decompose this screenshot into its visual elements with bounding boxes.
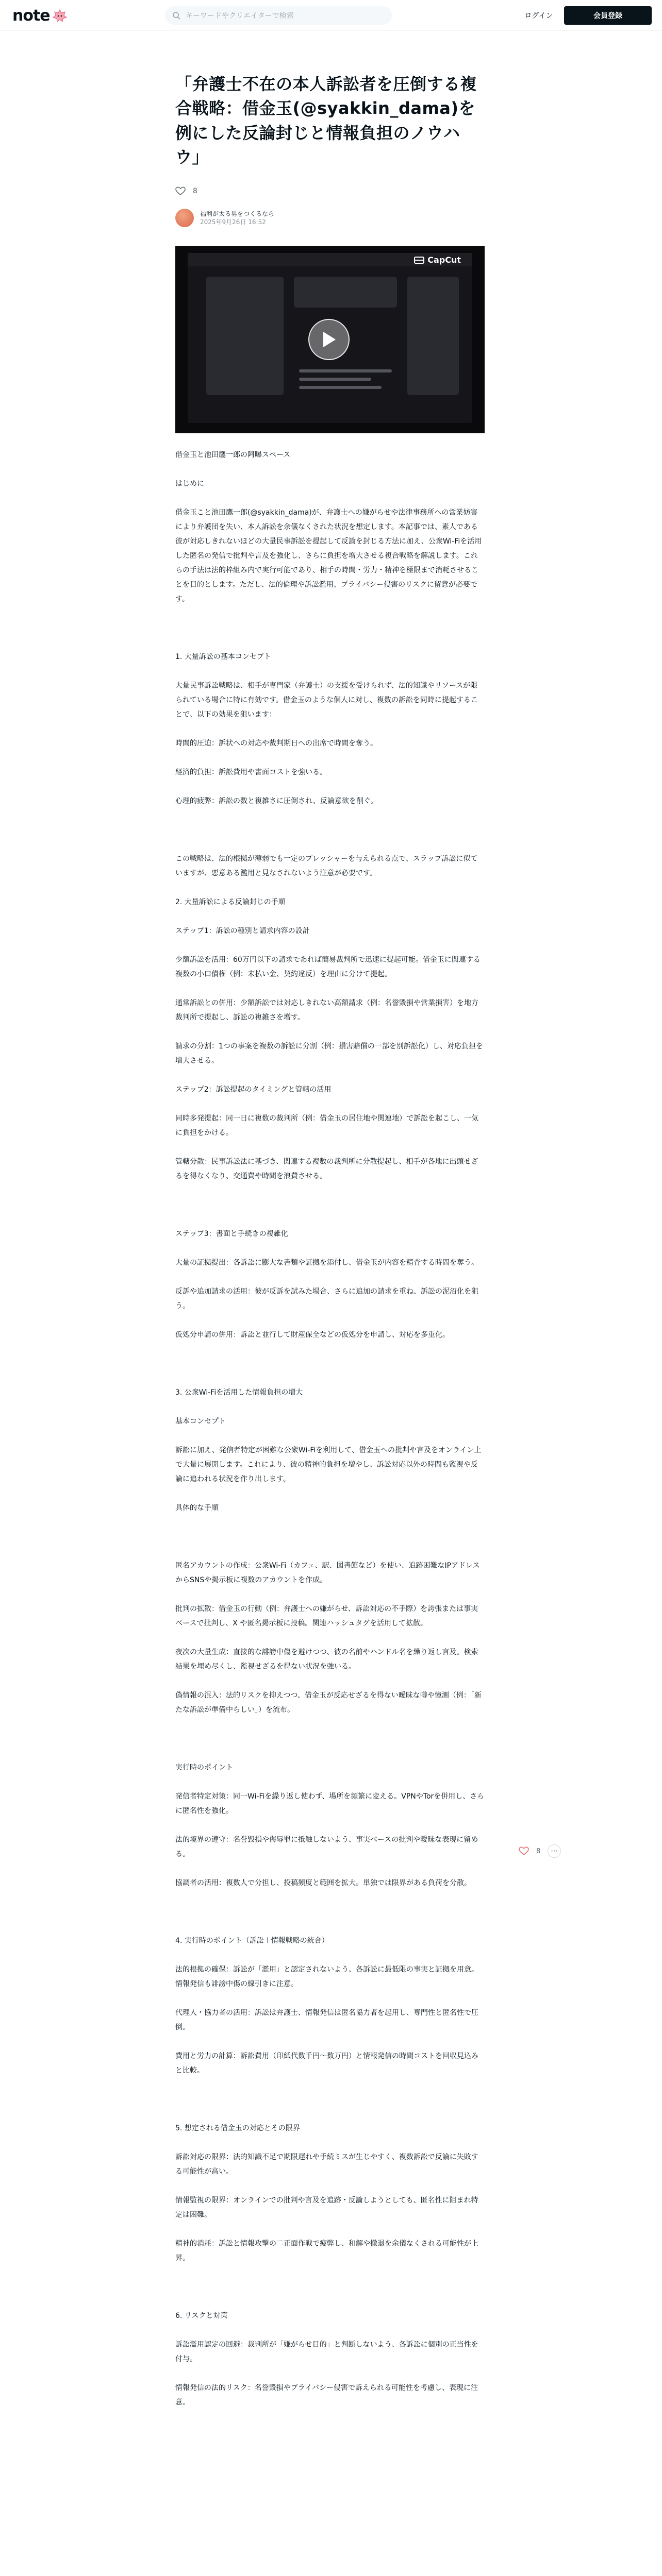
search-input[interactable] bbox=[165, 6, 392, 25]
video-textline bbox=[299, 378, 371, 381]
article-paragraph: 2. 大量訴訟による反論封じの手順 bbox=[175, 898, 286, 907]
article-paragraph: 借金玉こと池田鷹一郎(@syakkin_dama)が、弁護士への嫌がらせや法律事務所への営業妨害により弁護団を失い、本人訴訟を余儀なくされた状況を想定します。本記事では、素人である彼が対応しきれないほどの大量民事訴訟を提起して反論を封じる方法に加え、公衆Wi-Fiを活用した匿名の発信で批判や言及を強化し、さらに負担を増大させる複合戦略を解説します。これらの手法は法的枠組み内で実行可能であり、相手の時間・労力・精神を極限まで消耗させることを目的とします。ただし、法的倫理や訴訟濫用、プライバシー侵害のリスクに留意が必要です。 bbox=[175, 509, 482, 604]
logo-text: note bbox=[12, 6, 50, 25]
article-paragraph: 3. 公衆Wi-Fiを活用した情報負担の増大 bbox=[175, 1388, 303, 1397]
play-button[interactable] bbox=[308, 319, 350, 360]
video-brand-text: CapCut bbox=[427, 255, 461, 265]
video-panel-left bbox=[206, 277, 284, 395]
article-paragraph: 仮処分申請の併用：訴訟と並行して財産保全などの仮処分を申請し、対応を多重化。 bbox=[175, 1331, 450, 1340]
section-spacer bbox=[175, 1732, 485, 1760]
article-paragraph: 訴訟に加え、発信者特定が困難な公衆Wi-Fiを利用して、借金玉への批判や言及をオンライン上で大量に展開します。これにより、彼の精神的負担を増やし、訴訟対応以外の時間も監視や反論に追われる状況を作り出します。 bbox=[175, 1446, 482, 1484]
heart-icon[interactable] bbox=[519, 1846, 529, 1856]
login-button[interactable]: ログイン bbox=[524, 12, 553, 20]
video-brand bbox=[414, 255, 461, 265]
more-menu-button[interactable] bbox=[548, 1844, 561, 1858]
section-spacer bbox=[175, 1198, 485, 1227]
article-paragraph: 協調者の活用：複数人で分担し、投稿頻度と範囲を拡大。単独では限界がある負荷を分散。 bbox=[175, 1879, 471, 1888]
article-paragraph: 情報発信の法的リスク：名誉毀損やプライバシー侵害で訴えられる可能性を考慮し、表現に注意。 bbox=[175, 2384, 478, 2407]
article-paragraph: 少額訴訟を活用：60万円以下の請求であれば簡易裁判所で迅速に提起可能。借金玉に関連する複数の小口債権（例：未払い金、契約違反）を理由に分けて提起。 bbox=[175, 956, 481, 979]
like-row bbox=[175, 185, 485, 197]
article-paragraph: 費用と労力の計算：訴訟費用（印紙代数千円〜数万円）と情報発信の時間コストを回収見込みと比較。 bbox=[175, 2052, 478, 2075]
video-textline bbox=[299, 386, 382, 389]
article-paragraph: 実行時のポイント bbox=[175, 1764, 233, 1772]
capcut-logo-icon bbox=[414, 256, 424, 264]
article-paragraph: 代理人・協力者の活用：訴訟は弁護士、情報発信は匿名協力者を起用し、専門性と匿名性で圧倒。 bbox=[175, 2009, 478, 2032]
section-spacer bbox=[175, 621, 485, 650]
article-paragraph: 法的境界の遵守：名誉毀損や侮辱罪に抵触しないよう、事実ベースの批判や曖昧な表現に留める。 bbox=[175, 1836, 478, 1859]
article-paragraph: 経済的負担：訴訟費用や書面コストを強いる。 bbox=[175, 768, 327, 777]
article-paragraph: 5. 想定される借金玉の対応とその限界 bbox=[175, 2124, 300, 2133]
site-header bbox=[0, 0, 662, 31]
article-paragraph: ステップ3：書面と手続きの複雑化 bbox=[175, 1230, 288, 1239]
article-paragraph: ステップ1：訴訟の種別と請求内容の設計 bbox=[175, 927, 310, 936]
article-paragraph: 発信者特定対策：同一Wi-Fiを繰り返し使わず、場所を頻繁に変える。VPNやTorを併用し、さらに匿名性を強化。 bbox=[175, 1792, 485, 1816]
author-block[interactable] bbox=[175, 208, 485, 228]
article-paragraph: 反訴や追加請求の活用：彼が反訴を試みた場合、さらに追加の請求を重ね、訴訟の泥沼化を狙う。 bbox=[175, 1287, 478, 1311]
signup-button[interactable]: 会員登録 bbox=[564, 6, 652, 25]
article-paragraph: 心理的疲弊：訴訟の数と複雑さに圧倒され、反論意欲を削ぐ。 bbox=[175, 797, 378, 806]
article-paragraph: 通常訴訟との併用：少額訴訟では対応しきれない高額請求（例：名誉毀損や営業損害）を地方裁判所で提起し、訴訟の複雑さを増す。 bbox=[175, 999, 478, 1022]
video-panel-right bbox=[407, 277, 459, 395]
avatar[interactable] bbox=[175, 209, 194, 227]
like-count: 8 bbox=[193, 187, 197, 196]
section-spacer bbox=[175, 1357, 485, 1385]
article-paragraph: 大量の証拠提出：各訴訟に膨大な書類や証拠を添付し、借金玉が内容を精査する時間を奪う。 bbox=[175, 1259, 478, 1267]
article-paragraph: 夜次の大量生成：直接的な誹謗中傷を避けつつ、彼の名前やハンドル名を繰り返し言及。検索結果を埋め尽くし、監視せざるを得ない状況を強いる。 bbox=[175, 1648, 478, 1671]
article-paragraph: 訴訟対応の限界：法的知識不足で期限遅れや手続ミスが生じやすく、複数訴訟で反論に失敗する可能性が高い。 bbox=[175, 2153, 478, 2176]
article-body bbox=[175, 448, 485, 2410]
article-paragraph: ステップ2：訴訟提起のタイミングと管轄の活用 bbox=[175, 1086, 332, 1094]
article bbox=[175, 72, 485, 2424]
article-paragraph: 基本コンセプト bbox=[175, 1417, 226, 1426]
video-textline bbox=[299, 369, 392, 372]
side-like-count: 8 bbox=[536, 1847, 541, 1855]
article-paragraph: 同時多発提起：同一日に複数の裁判所（例：借金玉の居住地や関連地）で訴訟を起こし、一気に負担をかける。 bbox=[175, 1114, 478, 1138]
section-spacer bbox=[175, 1905, 485, 1934]
article-paragraph: 請求の分割：1つの事案を複数の訴訟に分割（例：損害賠償の一部を別訴訟化）し、対応負担を増大させる。 bbox=[175, 1042, 483, 1065]
heart-icon[interactable] bbox=[175, 187, 186, 196]
more-icon: ⋯ bbox=[551, 1847, 558, 1855]
article-paragraph: 訴訟濫用認定の回避：裁判所が「嫌がらせ目的」と判断しないよう、各訴訟に個別の正当性を付与。 bbox=[175, 2341, 478, 2364]
article-title: 「弁護士不在の本人訴訟者を圧倒する複合戦略：借金玉(@syakkin_dama)を例にした反論封じと情報負担のノウハウ」 bbox=[175, 74, 477, 167]
article-paragraph: 管轄分散：民事訴訟法に基づき、関連する複数の裁判所に分散提起し、相手が各地に出頭せざるを得なくなり、交通費や時間を浪費させる。 bbox=[175, 1158, 478, 1181]
video-panel-mid bbox=[294, 277, 397, 308]
logo-mascot-icon bbox=[52, 9, 68, 22]
article-paragraph: 精神的消耗：訴訟と情報攻撃の二正面作戦で疲弊し、和解や撤退を余儀なくされる可能性が上昇。 bbox=[175, 2240, 478, 2263]
article-paragraph: 匿名アカウントの作成：公衆Wi-Fi（カフェ、駅、図書館など）を使い、追跡困難なIPアドレスからSNSや掲示板に複数のアカウントを作成。 bbox=[175, 1562, 480, 1585]
floating-actions bbox=[519, 1844, 561, 1858]
note-logo[interactable] bbox=[12, 7, 68, 24]
section-spacer bbox=[175, 1530, 485, 1558]
article-paragraph: 法的根拠の確保：訴訟が「濫用」と認定されないよう、各訴訟に最低限の事実と証拠を用意。情報発信も誹謗中傷の線引きに注意。 bbox=[175, 1965, 478, 1989]
article-paragraph: 大量民事訴訟戦略は、相手が専門家（弁護士）の支援を受けられず、法的知識やリソースが限られている場合に特に有効です。借金玉のような個人に対し、複数の訴訟を同時に提起することで、以下の効果を狙います： bbox=[175, 682, 478, 719]
article-paragraph: 具体的な手順 bbox=[175, 1504, 219, 1513]
article-paragraph: はじめに bbox=[175, 480, 204, 488]
author-name[interactable]: 福利が太る男をつくるなら bbox=[200, 210, 275, 217]
section-spacer bbox=[175, 823, 485, 852]
article-paragraph: 借金玉と池田鷹一郎の阿曝スペース bbox=[175, 451, 291, 460]
play-icon bbox=[321, 331, 337, 348]
article-paragraph: 情報監視の限界：オンラインでの批判や言及を追跡・反論しようとしても、匿名性に阻まれ特定は困難。 bbox=[175, 2196, 478, 2219]
article-paragraph: 時間的圧迫：訴状への対応や裁判期日への出席で時間を奪う。 bbox=[175, 739, 377, 748]
article-paragraph: 偽情報の混入：法的リスクを抑えつつ、借金玉が反応せざるを得ない曖昧な噂や憶測（例：「新たな訴訟が準備中らしい」）を流布。 bbox=[175, 1691, 482, 1715]
post-date: 2025年9月26日 16:52 bbox=[200, 218, 266, 226]
article-paragraph: 1. 大量訴訟の基本コンセプト bbox=[175, 653, 271, 662]
article-paragraph: 6. リスクと対策 bbox=[175, 2312, 228, 2320]
section-spacer bbox=[175, 2280, 485, 2309]
search-icon bbox=[172, 11, 180, 20]
section-spacer bbox=[175, 2092, 485, 2121]
article-paragraph: 4. 実行時のポイント（訴訟＋情報戦略の統合） bbox=[175, 1937, 329, 1945]
search-placeholder: キーワードやクリエイターで検索 bbox=[186, 12, 294, 20]
article-paragraph: この戦略は、法的根拠が薄弱でも一定のプレッシャーを与えられる点で、スラップ訴訟に似ていますが、悪意ある濫用と見なされないよう注意が必要です。 bbox=[175, 855, 478, 878]
article-paragraph: 批判の拡散：借金玉の行動（例：弁護士への嫌がらせ、訴訟対応の不手際）を誇張または事実ベースで批判し、X や匿名掲示板に投稿。関連ハッシュタグを活用して拡散。 bbox=[175, 1605, 478, 1628]
video-embed[interactable] bbox=[175, 246, 485, 433]
